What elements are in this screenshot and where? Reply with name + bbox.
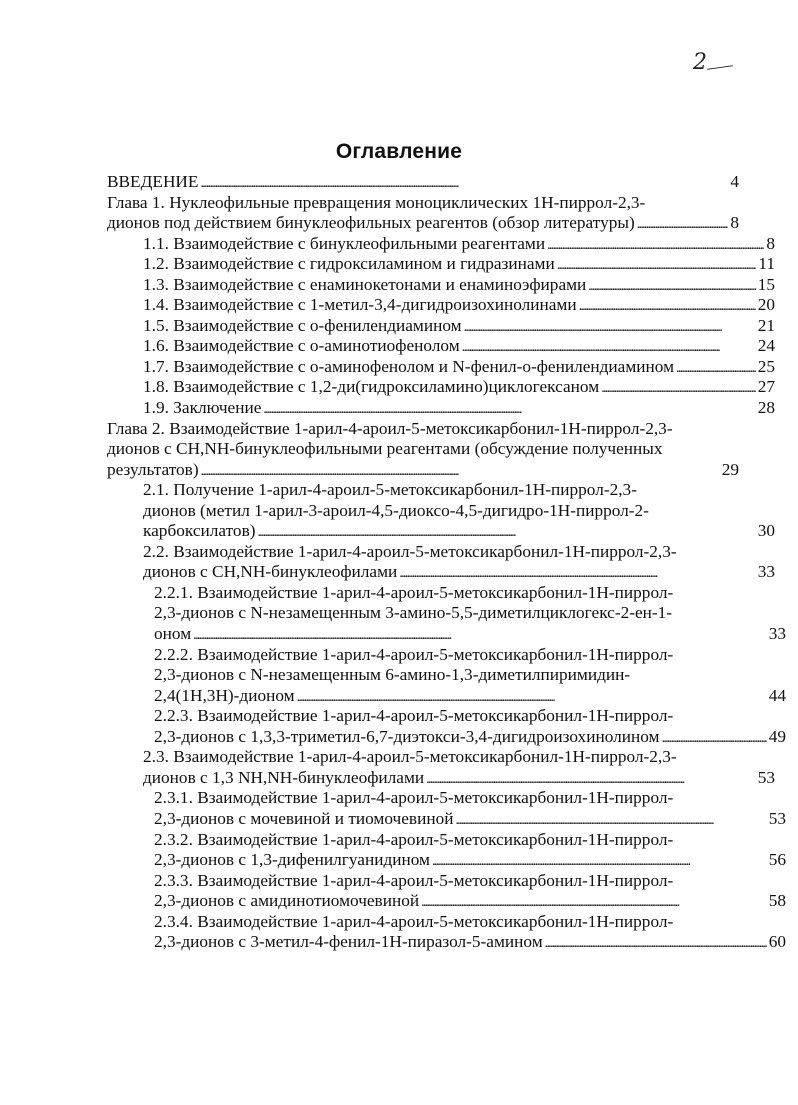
- page-title: Оглавление: [335, 140, 463, 163]
- toc-entry[interactable]: [107, 706, 786, 747]
- toc-entry-text: 2.3.1. Взаимодействие 1-арил-4-ароил-5-метоксикарбонил-1Н-пиррол-: [154, 788, 674, 808]
- dot-leader: [462, 336, 756, 359]
- toc-entry-line: [107, 419, 739, 440]
- toc-entry[interactable]: [107, 912, 786, 953]
- toc-entry-line: [107, 172, 739, 193]
- dot-leader: [464, 316, 756, 339]
- toc-page-number: 11: [758, 254, 775, 274]
- toc-entry-line: [154, 665, 786, 686]
- toc-entry-text: 2,3-дионов с N-незамещенным 3-амино-5,5-диметилциклогекс-2-ен-1-: [154, 603, 673, 623]
- toc-page-number: 25: [757, 356, 775, 376]
- toc-entry-line: [107, 460, 739, 481]
- toc-entry-text: 2,3-дионов с 1,3-дифенилгуанидином: [154, 850, 430, 870]
- toc-entry-line: [154, 706, 786, 727]
- toc-entry[interactable]: [107, 398, 775, 419]
- toc-entry-line: [143, 501, 775, 522]
- toc-entry[interactable]: [107, 480, 775, 542]
- toc-entry-text: 1.7. Взаимодействие с о-аминофенолом и N-фенил-о-фенилендиамином: [143, 356, 675, 376]
- toc-entry-text: дионов с CH,NH-бинуклеофилами: [143, 562, 398, 582]
- toc-entry-line: [154, 788, 786, 809]
- toc-entry-text: 2.3.3. Взаимодействие 1-арил-4-ароил-5-метоксикарбонил-1Н-пиррол-: [154, 870, 674, 890]
- toc-entry-line: [154, 727, 786, 748]
- toc-entry[interactable]: [107, 172, 739, 193]
- dot-leader: [601, 377, 756, 400]
- toc-entry-line: [143, 336, 775, 357]
- dot-leader: [258, 521, 756, 544]
- toc-entry-text: 2.2. Взаимодействие 1-арил-4-ароил-5-метоксикарбонил-1Н-пиррол-2,3-: [143, 541, 677, 561]
- handwritten-page-number: [693, 50, 707, 75]
- toc-entry-line: [154, 686, 786, 707]
- dot-leader: [193, 624, 767, 647]
- toc-page-number: 33: [768, 624, 786, 644]
- toc-entry[interactable]: [107, 234, 775, 255]
- toc-entry[interactable]: [107, 254, 775, 275]
- toc-entry-text: Глава 2. Взаимодействие 1-арил-4-ароил-5-метоксикарбонил-1Н-пиррол-2,3-: [107, 418, 673, 438]
- toc-entry-text: результатов): [107, 459, 199, 479]
- toc-entry-line: [143, 377, 775, 398]
- toc-entry-text: дионов под действием бинуклеофильных реагентов (обзор литературы): [107, 213, 635, 233]
- toc-page-number: 8: [766, 233, 775, 253]
- toc-entry-line: [143, 295, 775, 316]
- toc-entry-line: [107, 213, 739, 234]
- dot-leader: [547, 234, 764, 257]
- toc-entry-text: 2,3-дионов с 1,3,3-триметил-6,7-диэтокси-3,4-дигидроизохинолином: [154, 726, 660, 746]
- toc-entry-line: [143, 747, 775, 768]
- dot-leader: [588, 275, 755, 298]
- dot-leader: [579, 295, 756, 318]
- toc-entry[interactable]: [107, 747, 775, 788]
- toc-entry[interactable]: [107, 645, 786, 707]
- dot-leader: [676, 357, 756, 380]
- toc-entry-line: [154, 871, 786, 892]
- toc-page-number: 60: [768, 932, 786, 952]
- toc-page-number: 28: [757, 398, 775, 418]
- toc-entry-line: [154, 809, 786, 830]
- toc-entry-text: 2,3-дионов с мочевиной и тиомочевиной: [154, 808, 454, 828]
- toc-page-number: 44: [768, 685, 786, 705]
- toc-entry-text: 2,3-дионов с N-незамещенным 6-амино-1,3-диметилпиримидин-: [154, 665, 631, 685]
- toc-entry-line: [143, 234, 775, 255]
- toc-entry[interactable]: [107, 542, 775, 583]
- toc-entry-line: [154, 624, 786, 645]
- toc-entry-line: [154, 912, 786, 933]
- toc-entry-text: 2.2.1. Взаимодействие 1-арил-4-ароил-5-метоксикарбонил-1Н-пиррол-: [154, 582, 674, 602]
- dot-leader: [661, 727, 766, 750]
- toc-entry-text: 1.2. Взаимодействие с гидроксиламином и гидразинами: [143, 254, 555, 274]
- dot-leader: [455, 809, 766, 832]
- toc-entry-line: [154, 850, 786, 871]
- toc-page-number: 30: [757, 521, 775, 541]
- toc-entry-text: 2.3.2. Взаимодействие 1-арил-4-ароил-5-метоксикарбонил-1Н-пиррол-: [154, 829, 674, 849]
- toc-entry-text: 2.3. Взаимодействие 1-арил-4-ароил-5-метоксикарбонил-1Н-пиррол-2,3-: [143, 747, 677, 767]
- toc-entry-line: [107, 439, 739, 460]
- toc-page-number: 4: [730, 172, 739, 191]
- dot-leader: [200, 172, 728, 195]
- dot-leader: [426, 768, 756, 791]
- toc-entry[interactable]: [107, 419, 739, 481]
- toc-page-number: 33: [757, 562, 775, 582]
- toc-entry-text: дионов с 1,3 NH,NH-бинуклеофилами: [143, 767, 425, 787]
- toc-entry-text: 2.2.2. Взаимодействие 1-арил-4-ароил-5-метоксикарбонил-1Н-пиррол-: [154, 644, 674, 664]
- toc-entry[interactable]: [107, 336, 775, 357]
- toc-entry-line: [143, 398, 775, 419]
- toc-entry-text: 2.3.4. Взаимодействие 1-арил-4-ароил-5-метоксикарбонил-1Н-пиррол-: [154, 911, 674, 931]
- toc-page-number: 56: [768, 850, 786, 870]
- toc-page-number: 53: [757, 767, 775, 787]
- page-number-text: 2: [693, 50, 707, 75]
- toc-page-number: 58: [768, 891, 786, 911]
- toc-entry-line: [143, 357, 775, 378]
- toc-entry-line: [143, 316, 775, 337]
- toc-entry[interactable]: [107, 295, 775, 316]
- toc-entry-line: [143, 562, 775, 583]
- toc-entry[interactable]: [107, 871, 786, 912]
- toc-entry[interactable]: [107, 193, 739, 234]
- toc-entry-text: 1.9. Заключение: [143, 398, 262, 418]
- toc-page-number: 49: [768, 726, 786, 746]
- toc-entry-line: [107, 193, 739, 214]
- toc-entry-line: [154, 583, 786, 604]
- toc-entry-text: карбоксилатов): [143, 521, 256, 541]
- toc-entry-text: 1.3. Взаимодействие с енаминокетонами и енаминоэфирами: [143, 274, 587, 294]
- toc-entry-text: 1.1. Взаимодействие с бинуклеофильными реагентами: [143, 233, 546, 253]
- toc-page-number: 27: [757, 377, 775, 397]
- toc-page-number: 29: [721, 459, 739, 479]
- toc-entry-text: оном: [154, 624, 192, 644]
- toc-entry-text: 2,3-дионов с амидинотиомочевиной: [154, 891, 420, 911]
- toc-entry-line: [143, 254, 775, 275]
- toc-entry-line: [154, 645, 786, 666]
- toc-page-number: 8: [730, 213, 739, 233]
- dot-leader: [545, 932, 767, 955]
- toc-entry[interactable]: [107, 275, 775, 296]
- toc-entry-line: [154, 891, 786, 912]
- toc-entry-text: 1.8. Взаимодействие с 1,2-ди(гидроксиламино)циклогексаном: [143, 377, 600, 397]
- dot-leader: [201, 460, 720, 483]
- toc-entry[interactable]: [107, 357, 775, 378]
- toc-page-number: 20: [757, 295, 775, 315]
- toc-page-number: 15: [757, 274, 775, 294]
- toc-entry-text: Глава 1. Нуклеофильные превращения моноциклических 1Н-пиррол-2,3-: [107, 192, 646, 212]
- toc-entry-text: 1.6. Взаимодействие с о-аминотиофенолом: [143, 336, 460, 356]
- toc-entry[interactable]: [107, 830, 786, 871]
- toc-entry-text: 1.5. Взаимодействие с о-фенилендиамином: [143, 315, 462, 335]
- toc-entry-line: [154, 830, 786, 851]
- toc-entry-line: [143, 768, 775, 789]
- toc-entry-text: ВВЕДЕНИЕ: [107, 172, 199, 191]
- dot-leader: [432, 850, 767, 873]
- pen-stroke: [707, 65, 733, 70]
- toc-entry[interactable]: [107, 583, 786, 645]
- toc-entry-line: [154, 932, 786, 953]
- toc-entry-line: [143, 480, 775, 501]
- toc-entry-text: 2.2.3. Взаимодействие 1-арил-4-ароил-5-метоксикарбонил-1Н-пиррол-: [154, 706, 674, 726]
- toc-entry-line: [154, 603, 786, 624]
- toc-entry[interactable]: [107, 377, 775, 398]
- dot-leader: [297, 686, 767, 709]
- toc-page-number: 53: [768, 808, 786, 828]
- toc-entry-text: 2,4(1Н,3Н)-дионом: [154, 685, 295, 705]
- dot-leader: [399, 562, 755, 585]
- toc-entry-text: 1.4. Взаимодействие с 1-метил-3,4-дигидроизохинолинами: [143, 295, 577, 315]
- dot-leader: [557, 254, 757, 277]
- dot-leader: [263, 398, 755, 421]
- dot-leader: [637, 213, 729, 236]
- toc-entry-line: [143, 521, 775, 542]
- toc-entry-text: 2.1. Получение 1-арил-4-ароил-5-метоксикарбонил-1Н-пиррол-2,3-: [143, 480, 637, 500]
- toc-entry-text: дионов с CH,NH-бинуклеофильными реагентами (обсуждение полученных: [107, 439, 663, 459]
- toc-entry-text: дионов (метил 1-арил-3-ароил-4,5-диоксо-4,5-дигидро-1Н-пиррол-2-: [143, 500, 649, 520]
- toc-entry[interactable]: [107, 788, 786, 829]
- dot-leader: [421, 891, 767, 914]
- toc-page-number: 24: [757, 336, 775, 356]
- toc-entry-line: [143, 542, 775, 563]
- toc-page-number: 21: [757, 315, 775, 335]
- table-of-contents: [107, 172, 786, 953]
- toc-entry-text: 2,3-дионов с 3-метил-4-фенил-1Н-пиразол-5-амином: [154, 932, 543, 952]
- toc-entry-line: [143, 275, 775, 296]
- toc-entry[interactable]: [107, 316, 775, 337]
